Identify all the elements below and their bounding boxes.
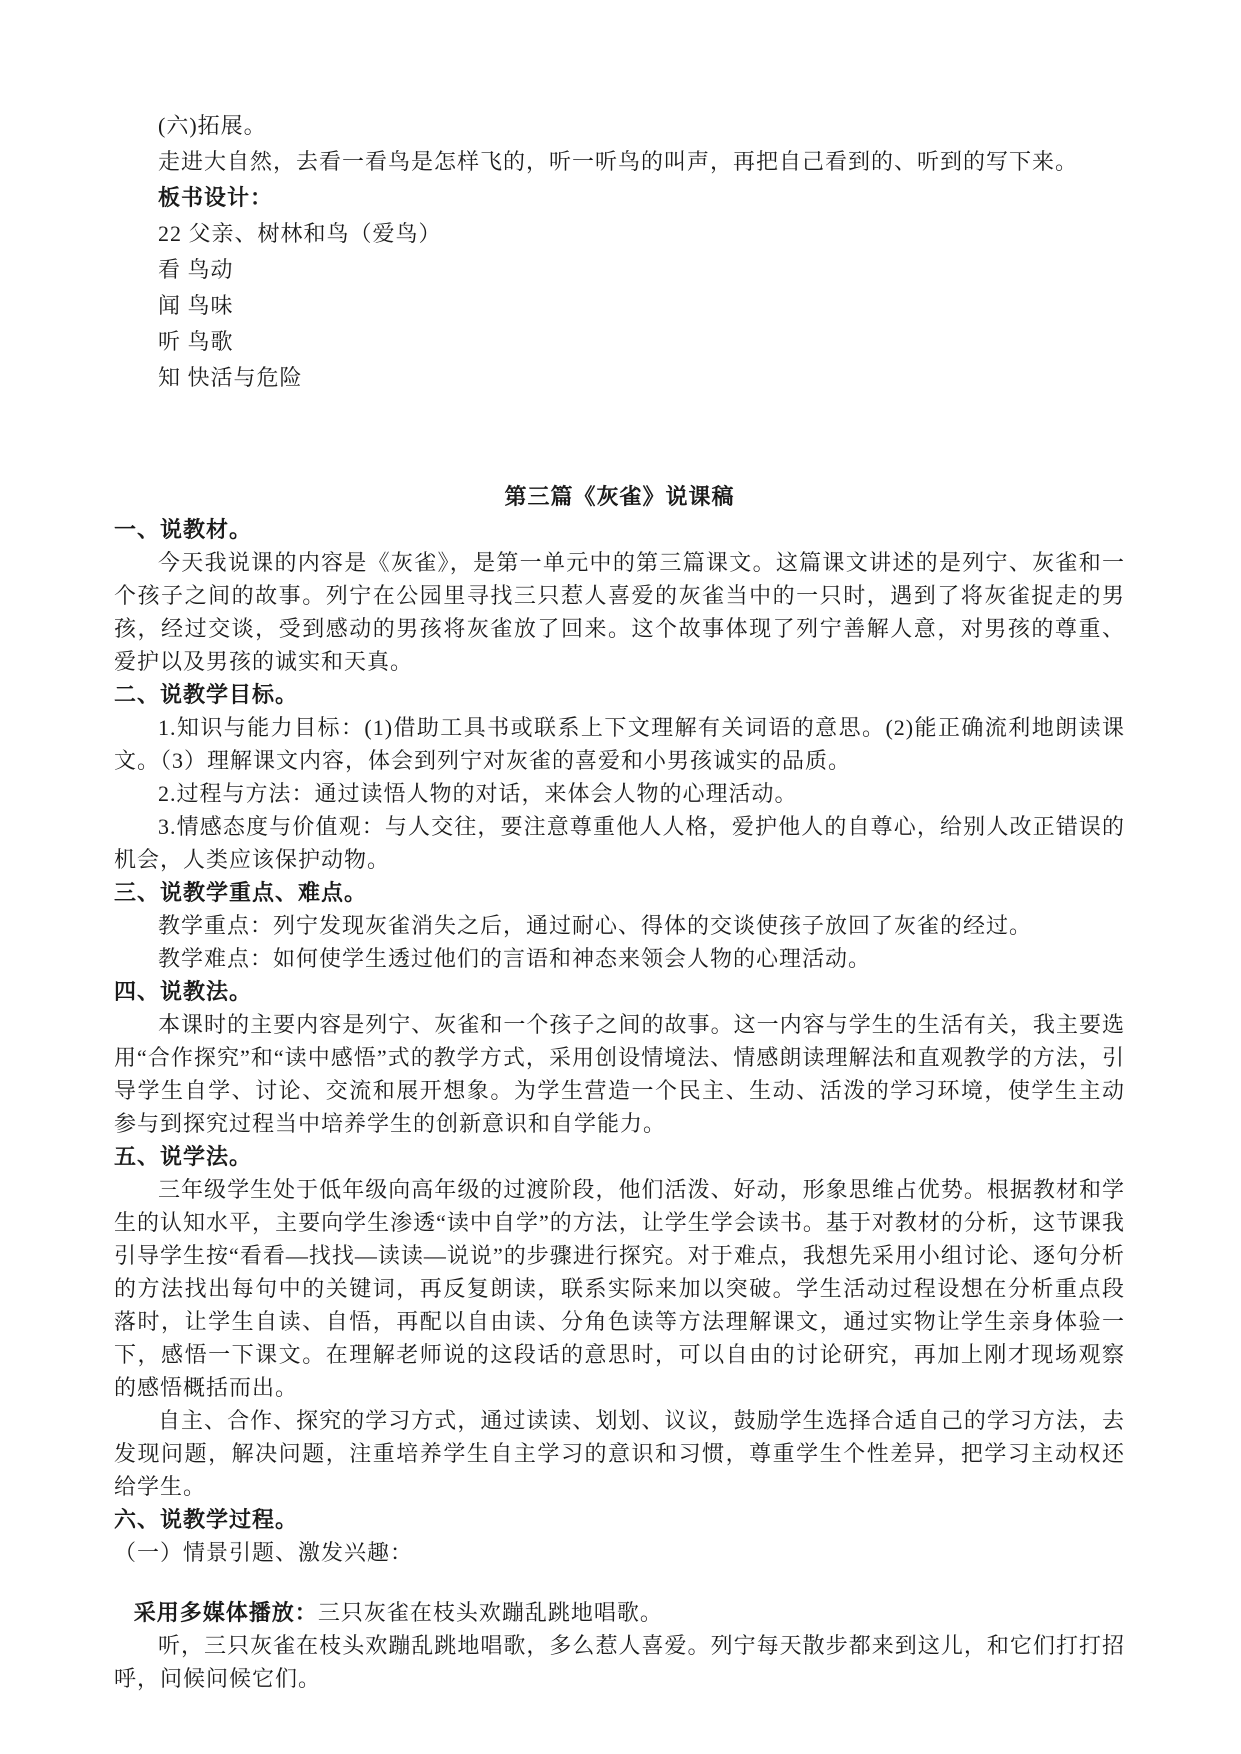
paragraph: 教学重点：列宁发现灰雀消失之后，通过耐心、得体的交谈使孩子放回了灰雀的经过。 xyxy=(158,913,1033,938)
spacer xyxy=(114,396,1125,480)
paragraph: 3.情感态度与价值观：与人交往，要注意尊重他人人格，爱护他人的自尊心，给别人改正错误的机会，人类应该保护动物。 xyxy=(114,814,1125,872)
step-one-label: （一）情景引题、激发兴趣： xyxy=(114,1540,414,1565)
paragraph: 三年级学生处于低年级向高年级的过渡阶段，他们活泼、好动，形象思维占优势。根据教材和学生的认知水平，主要向学生渗透“读中自学”的方法，让学生学会读书。基于对教材的分析，这节课我引导学生按“看看—找找—读读—说说”的步骤进行探究。对于难点，我想先采用小组讨论、逐句分析的方法找出每句中的关键词，再反复朗读，联系实际来加以突破。学生活动过程设想在分析重点段落时，让学生自读、自悟，再配以自由读、分角色读等方法理解课文，通过实物让学生亲身体验一下，感悟一下课文。在理解老师说的这段话的意思时，可以自由的讨论研究，再加上刚才现场观察的感悟概括而出。 xyxy=(114,1177,1125,1400)
expand-text: 走进大自然，去看一看鸟是怎样飞的，听一听鸟的叫声，再把自己看到的、听到的写下来。 xyxy=(158,149,1079,174)
lesson-plan-tail-block xyxy=(114,108,1125,396)
section-teaching-methods xyxy=(114,975,1125,1140)
section-heading-6: 六、说教学过程。 xyxy=(114,1507,299,1532)
section-key-points xyxy=(114,876,1125,975)
section-heading-2: 二、说教学目标。 xyxy=(114,682,299,707)
board-line-know: 知 快活与危险 xyxy=(158,365,303,390)
section-heading-3: 三、说教学重点、难点。 xyxy=(114,880,368,905)
board-line-see: 看 鸟动 xyxy=(158,257,234,282)
paragraph: 今天我说课的内容是《灰雀》，是第一单元中的第三篇课文。这篇课文讲述的是列宁、灰雀和一个孩子之间的故事。列宁在公园里寻找三只惹人喜爱的灰雀当中的一只时，遇到了将灰雀捉走的男孩，经过交谈，受到感动的男孩将灰雀放了回来。这个故事体现了列宁善解人意，对男孩的尊重、爱护以及男孩的诚实和天真。 xyxy=(114,550,1125,674)
section-heading-5: 五、说学法。 xyxy=(114,1144,253,1169)
document-title: 第三篇《灰雀》说课稿 xyxy=(504,484,735,509)
media-play-text: 三只灰雀在枝头欢蹦乱跳地唱歌。 xyxy=(317,1600,663,1625)
board-line-smell: 闻 鸟味 xyxy=(158,293,234,318)
section-teaching-material xyxy=(114,513,1125,678)
paragraph: 1.知识与能力目标：(1)借助工具书或联系上下文理解有关词语的意思。(2)能正确流利地朗读课文。（3）理解课文内容，体会到列宁对灰雀的喜爱和小男孩诚实的品质。 xyxy=(114,715,1125,773)
paragraph: 自主、合作、探究的学习方式，通过读读、划划、议议，鼓励学生选择合适自己的学习方法，去发现问题，解决问题，注重培养学生自主学习的意识和习惯，尊重学生个性差异，把学习主动权还给学生。 xyxy=(114,1408,1125,1499)
media-play-lead: 采用多媒体播放： xyxy=(133,1600,318,1625)
board-design-heading: 板书设计： xyxy=(158,185,274,210)
section-heading-4: 四、说教法。 xyxy=(114,979,253,1004)
spacer xyxy=(114,1569,1125,1596)
board-line-hear: 听 鸟歌 xyxy=(158,329,234,354)
board-line-title: 22 父亲、树林和鸟（爱鸟） xyxy=(158,221,442,246)
section-teaching-process xyxy=(114,1503,1125,1695)
section-heading-1: 一、说教材。 xyxy=(114,517,253,542)
expand-heading: (六)拓展。 xyxy=(158,113,267,138)
speech-block xyxy=(114,480,1125,1695)
closing-paragraph: 听，三只灰雀在枝头欢蹦乱跳地唱歌，多么惹人喜爱。列宁每天散步都来到这儿，和它们打打招呼，问候问候它们。 xyxy=(114,1633,1125,1691)
media-play-line xyxy=(114,1596,1125,1629)
section-teaching-goals xyxy=(114,678,1125,876)
paragraph: 教学难点：如何使学生透过他们的言语和神态来领会人物的心理活动。 xyxy=(158,946,872,971)
paragraph: 本课时的主要内容是列宁、灰雀和一个孩子之间的故事。这一内容与学生的生活有关，我主要选用“合作探究”和“读中感悟”式的教学方式，采用创设情境法、情感朗读理解法和直观教学的方法，引导学生自学、讨论、交流和展开想象。为学生营造一个民主、生动、活泼的学习环境，使学生主动参与到探究过程当中培养学生的创新意识和自学能力。 xyxy=(114,1012,1125,1136)
section-learning-methods xyxy=(114,1140,1125,1503)
paragraph: 2.过程与方法：通过读悟人物的对话，来体会人物的心理活动。 xyxy=(158,781,798,806)
